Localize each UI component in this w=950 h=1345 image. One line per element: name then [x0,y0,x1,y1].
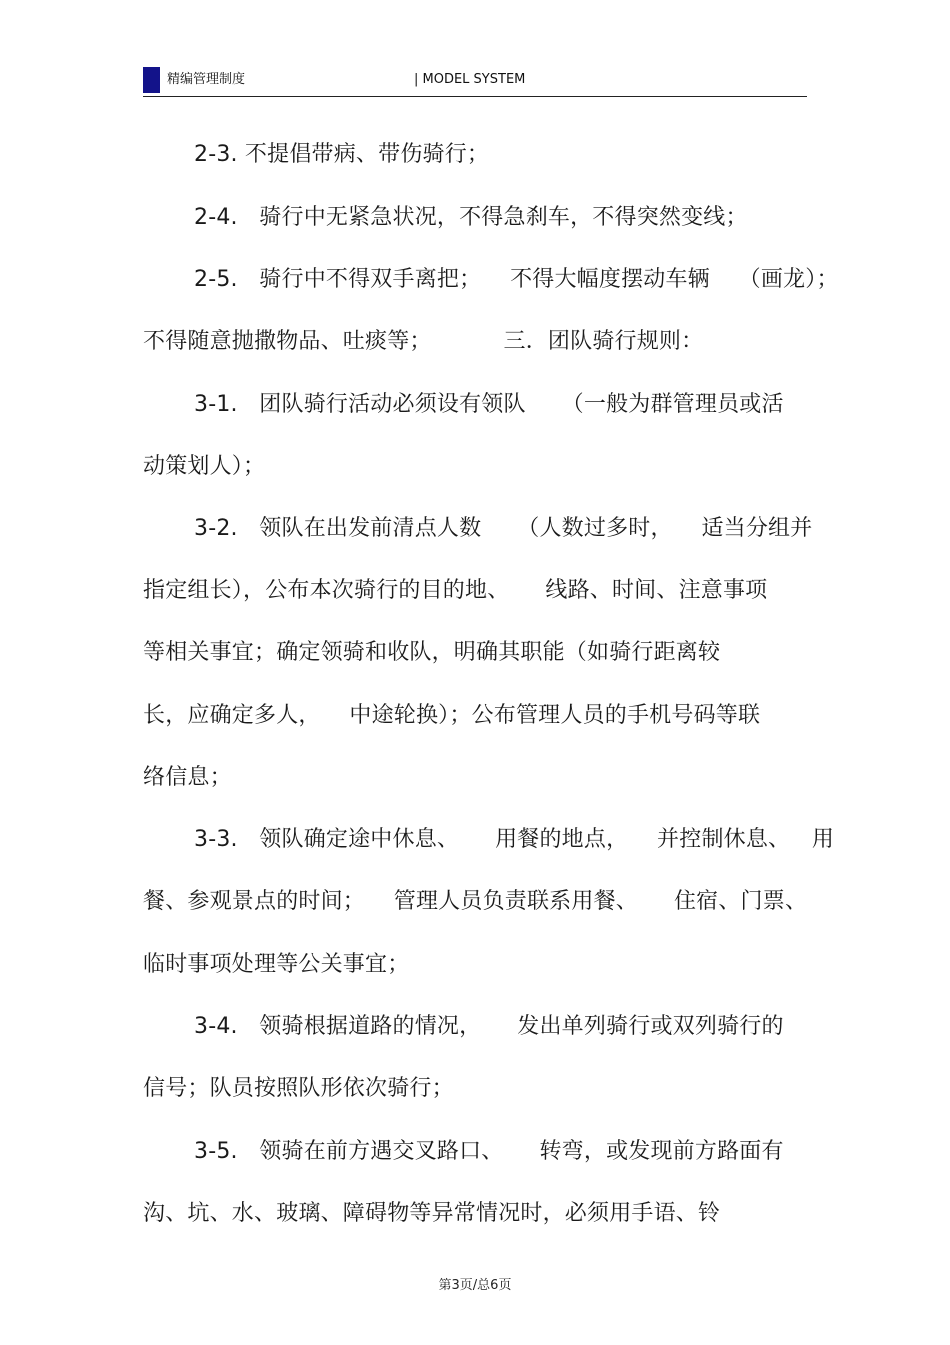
text-line: 不得随意抛撒物品、吐痰等； 三．团队骑行规则： [143,329,704,354]
text-line: 3-3. 领队确定途中休息、 用餐的地点， 并控制休息、 用 [194,827,835,852]
text-line: 临时事项处理等公关事宜； [143,952,410,977]
text-line: 3-1. 团队骑行活动必须设有领队 （一般为群管理员或活 [194,392,784,417]
header-brand: 精编管理制度 [167,72,246,87]
text-line: 动策划人）； [143,454,266,479]
text-line: 长，应确定多人， 中途轮换）；公布管理人员的手机号码等联 [143,703,761,728]
logo-icon [143,67,160,93]
text-line: 2-3. 不提倡带病、带伤骑行； [194,142,490,167]
page-number: 第3页/总6页 [438,1278,512,1293]
text-line: 信号；队员按照队形依次骑行； [143,1076,454,1101]
text-line: 餐、参观景点的时间； 管理人员负责联系用餐、 住宿、门票、 [143,889,808,914]
text-line: 2-5. 骑行中不得双手离把； 不得大幅度摆动车辆 （画龙）； [194,267,839,292]
text-line: 3-4. 领骑根据道路的情况， 发出单列骑行或双列骑行的 [194,1014,784,1039]
text-line: 3-5. 领骑在前方遇交叉路口、 转弯，或发现前方路面有 [194,1139,784,1164]
text-line: 3-2. 领队在出发前清点人数 （人数过多时， 适当分组并 [194,516,813,541]
text-line: 2-4. 骑行中无紧急状况，不得急刹车，不得突然变线； [194,205,748,230]
text-line: 等相关事宜；确定领骑和收队，明确其职能（如骑行距离较 [143,640,721,665]
text-line: 指定组长），公布本次骑行的目的地、 线路、时间、注意事项 [143,578,768,603]
text-line: 络信息； [143,765,232,790]
header-system: | MODEL SYSTEM [414,72,526,87]
page-header [143,66,807,97]
text-line: 沟、坑、水、玻璃、障碍物等异常情况时，必须用手语、铃 [143,1201,721,1226]
